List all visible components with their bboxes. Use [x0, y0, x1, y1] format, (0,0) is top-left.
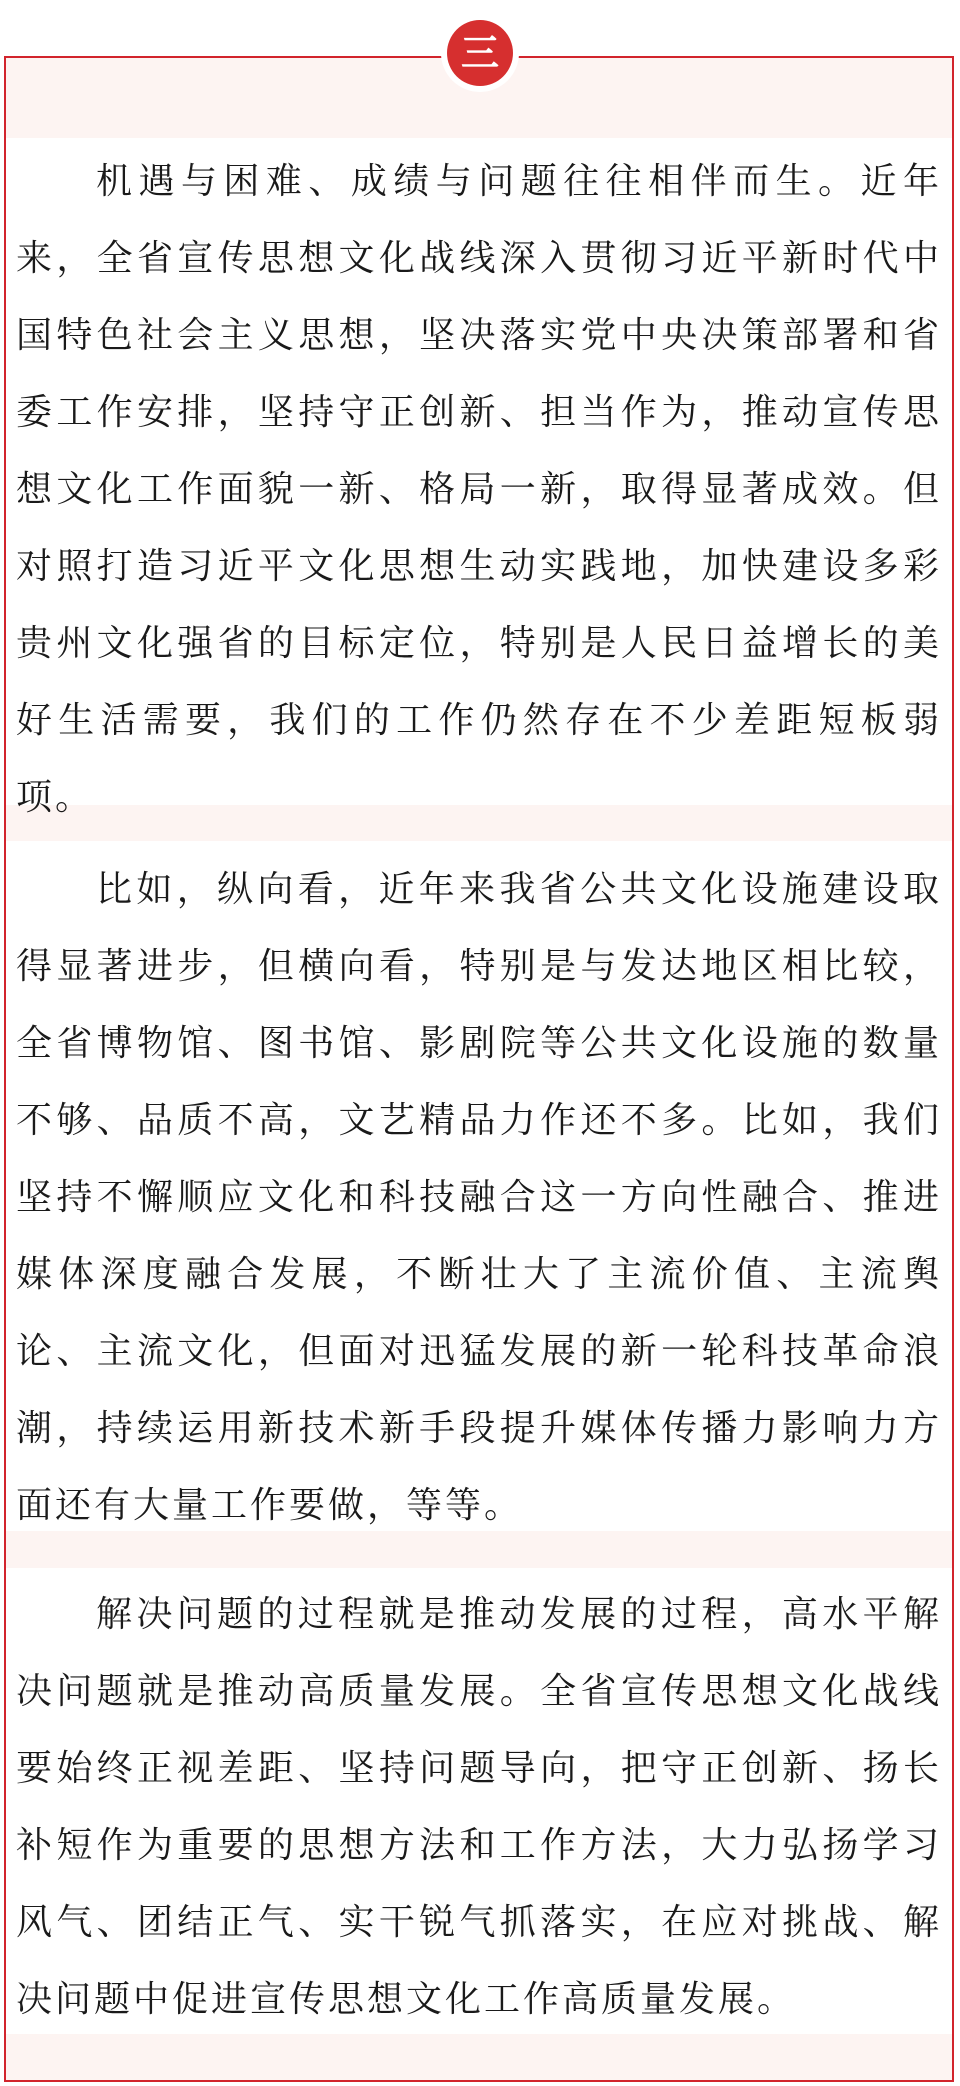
section-number-badge	[447, 20, 513, 86]
paragraph-block-2	[6, 841, 952, 1531]
paragraph-1: 机遇与困难、成绩与问题往往相伴而生。近年来，全省宣传思想文化战线深入贯彻习近平新时代中国特色社会主义思想，坚决落实党中央决策部署和省委工作安排，坚持守正创新、担当作为，推动宣传思想文化工作面貌一新、格局一新，取得显著成效。但对照打造习近平文化思想生动实践地，加快建设多彩贵州文化强省的目标定位，特别是人民日益增长的美好生活需要，我们的工作仍然存在不少差距短板弱项。	[16, 161, 942, 818]
section-number: 三	[460, 31, 499, 75]
paragraph-block-3	[6, 1568, 952, 2034]
paragraph-block-1	[6, 138, 952, 818]
paragraph-2: 比如，纵向看，近年来我省公共文化设施建设取得显著进步，但横向看，特别是与发达地区相比较，全省博物馆、图书馆、影剧院等公共文化设施的数量不够、品质不高，文艺精品力作还不多。比如，我们坚持不懈顺应文化和科技融合这一方向性融合、推进媒体深度融合发展，不断壮大了主流价值、主流舆论、主流文化，但面对迅猛发展的新一轮科技革命浪潮，持续运用新技术新手段提升媒体传播力影响力方面还有大量工作要做，等等。	[16, 869, 942, 1526]
paragraph-3: 解决问题的过程就是推动发展的过程，高水平解决问题就是推动高质量发展。全省宣传思想文化战线要始终正视差距、坚持问题导向，把守正创新、扬长补短作为重要的思想方法和工作方法，大力弘扬学习风气、团结正气、实干锐气抓落实，在应对挑战、解决问题中促进宣传思想文化工作高质量发展。	[16, 1594, 942, 2020]
